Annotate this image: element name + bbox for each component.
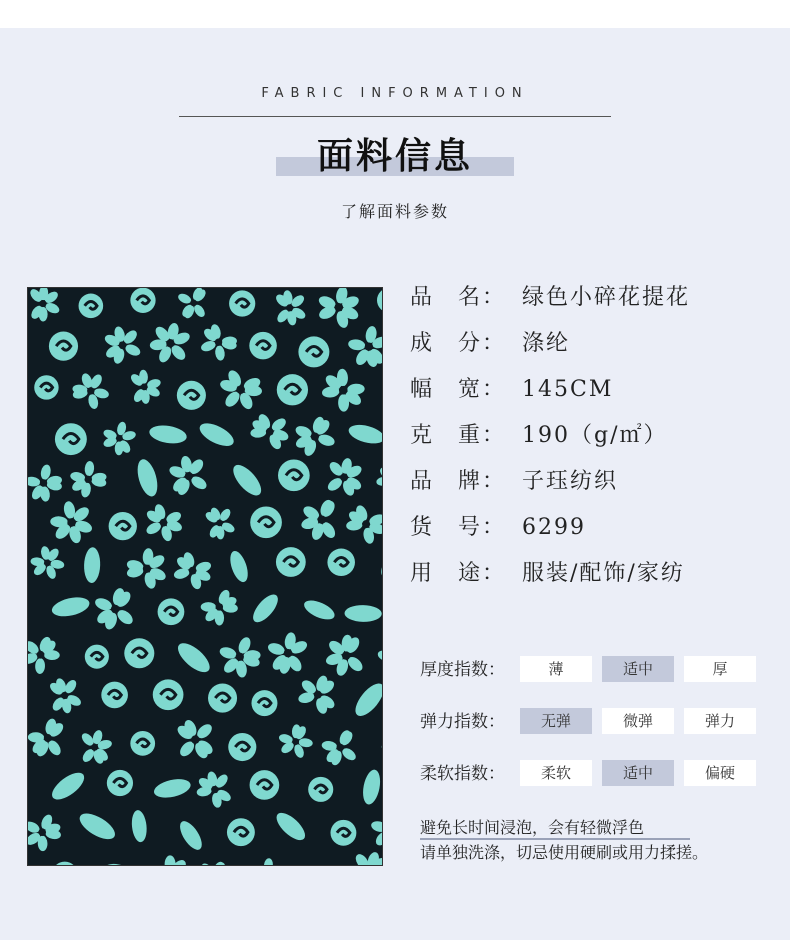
- rose-motif: [228, 733, 256, 761]
- scale-row-thickness: [420, 656, 766, 708]
- rose-motif: [308, 777, 333, 802]
- page-subtitle: 了解面料参数: [340, 202, 449, 221]
- spec-row-item-number: [410, 512, 690, 558]
- page-title: 面料信息: [316, 136, 473, 177]
- spec-value: 145CM: [522, 377, 614, 402]
- spec-label: 成 分：: [410, 331, 507, 356]
- rose-motif: [109, 512, 137, 540]
- rose-motif: [130, 731, 155, 756]
- rose-motif: [130, 288, 155, 313]
- spec-row-width: [410, 374, 690, 420]
- scale-label: 柔软指数：: [420, 764, 505, 784]
- rose-motif: [55, 423, 87, 455]
- rose-motif: [250, 770, 280, 800]
- scale-row-softness: [420, 760, 766, 812]
- scale-option: 弹力: [684, 708, 756, 734]
- care-note-text: 避免长时间浸泡，会有轻微浮色: [420, 818, 645, 837]
- scale-option: 薄: [520, 656, 592, 682]
- scale-option: 适中: [602, 760, 674, 786]
- spec-label: 货 号：: [410, 515, 507, 540]
- spec-value: 涤纶: [522, 331, 571, 356]
- english-heading: FABRIC INFORMATION: [261, 86, 529, 101]
- scale-row-elasticity: [420, 708, 766, 760]
- spec-value: 子珏纺织: [522, 469, 619, 494]
- rose-motif: [85, 645, 109, 669]
- spec-value: 服装/配饰/家纺: [522, 561, 685, 586]
- spec-row-brand: [410, 466, 690, 512]
- rose-motif: [251, 690, 277, 716]
- heading-rule: [179, 116, 611, 117]
- scale-option: 柔软: [520, 760, 592, 786]
- rose-motif: [34, 375, 58, 399]
- spec-value: 绿色小碎花提花: [522, 285, 691, 310]
- rose-motif: [124, 638, 154, 668]
- spec-label: 品 名：: [410, 285, 507, 310]
- spec-row-name: [410, 282, 690, 328]
- rose-motif: [277, 374, 308, 405]
- rose-motif: [298, 336, 329, 367]
- rose-motif: [208, 684, 237, 713]
- fabric-pattern: [28, 288, 382, 865]
- spec-label: 用 途：: [410, 561, 507, 586]
- fabric-swatch-image: [27, 287, 383, 866]
- rose-motif: [278, 459, 310, 491]
- spec-label: 克 重：: [410, 423, 507, 448]
- scale-option: 微弹: [602, 708, 674, 734]
- scale-option: 适中: [602, 656, 674, 682]
- rose-motif: [249, 332, 277, 360]
- rose-motif: [330, 820, 356, 846]
- spec-label: 品 牌：: [410, 469, 507, 494]
- spec-label: 幅 宽：: [410, 377, 507, 402]
- spec-row-composition: [410, 328, 690, 374]
- rose-motif: [107, 770, 133, 796]
- scale-label: 厚度指数：: [420, 660, 505, 680]
- spec-value: 6299: [522, 515, 586, 540]
- rose-motif: [227, 818, 255, 846]
- spec-row-weight: [410, 420, 690, 466]
- scale-option: 偏硬: [684, 760, 756, 786]
- scale-option: 厚: [684, 656, 756, 682]
- rose-motif: [276, 547, 306, 577]
- spec-list: [410, 282, 690, 604]
- rose-motif: [153, 679, 184, 710]
- top-strip: [0, 0, 790, 28]
- rose-motif: [250, 506, 282, 538]
- scale-label: 弹力指数：: [420, 712, 505, 732]
- care-note: [420, 815, 708, 865]
- rose-motif: [79, 294, 104, 319]
- care-note-line: [420, 815, 708, 840]
- care-note-text: 请单独洗涤，切忌使用硬刷或用力揉搓。: [420, 843, 709, 862]
- care-note-line: [420, 840, 708, 865]
- index-scales: [420, 656, 766, 812]
- rose-motif: [229, 290, 255, 316]
- rose-motif: [49, 332, 78, 361]
- rose-motif: [177, 381, 206, 410]
- scale-option: 无弹: [520, 708, 592, 734]
- rose-motif: [327, 549, 355, 577]
- rose-motif: [101, 682, 128, 709]
- spec-row-usage: [410, 558, 690, 604]
- spec-value: 190（g/㎡）: [522, 423, 668, 448]
- rose-motif: [158, 598, 185, 625]
